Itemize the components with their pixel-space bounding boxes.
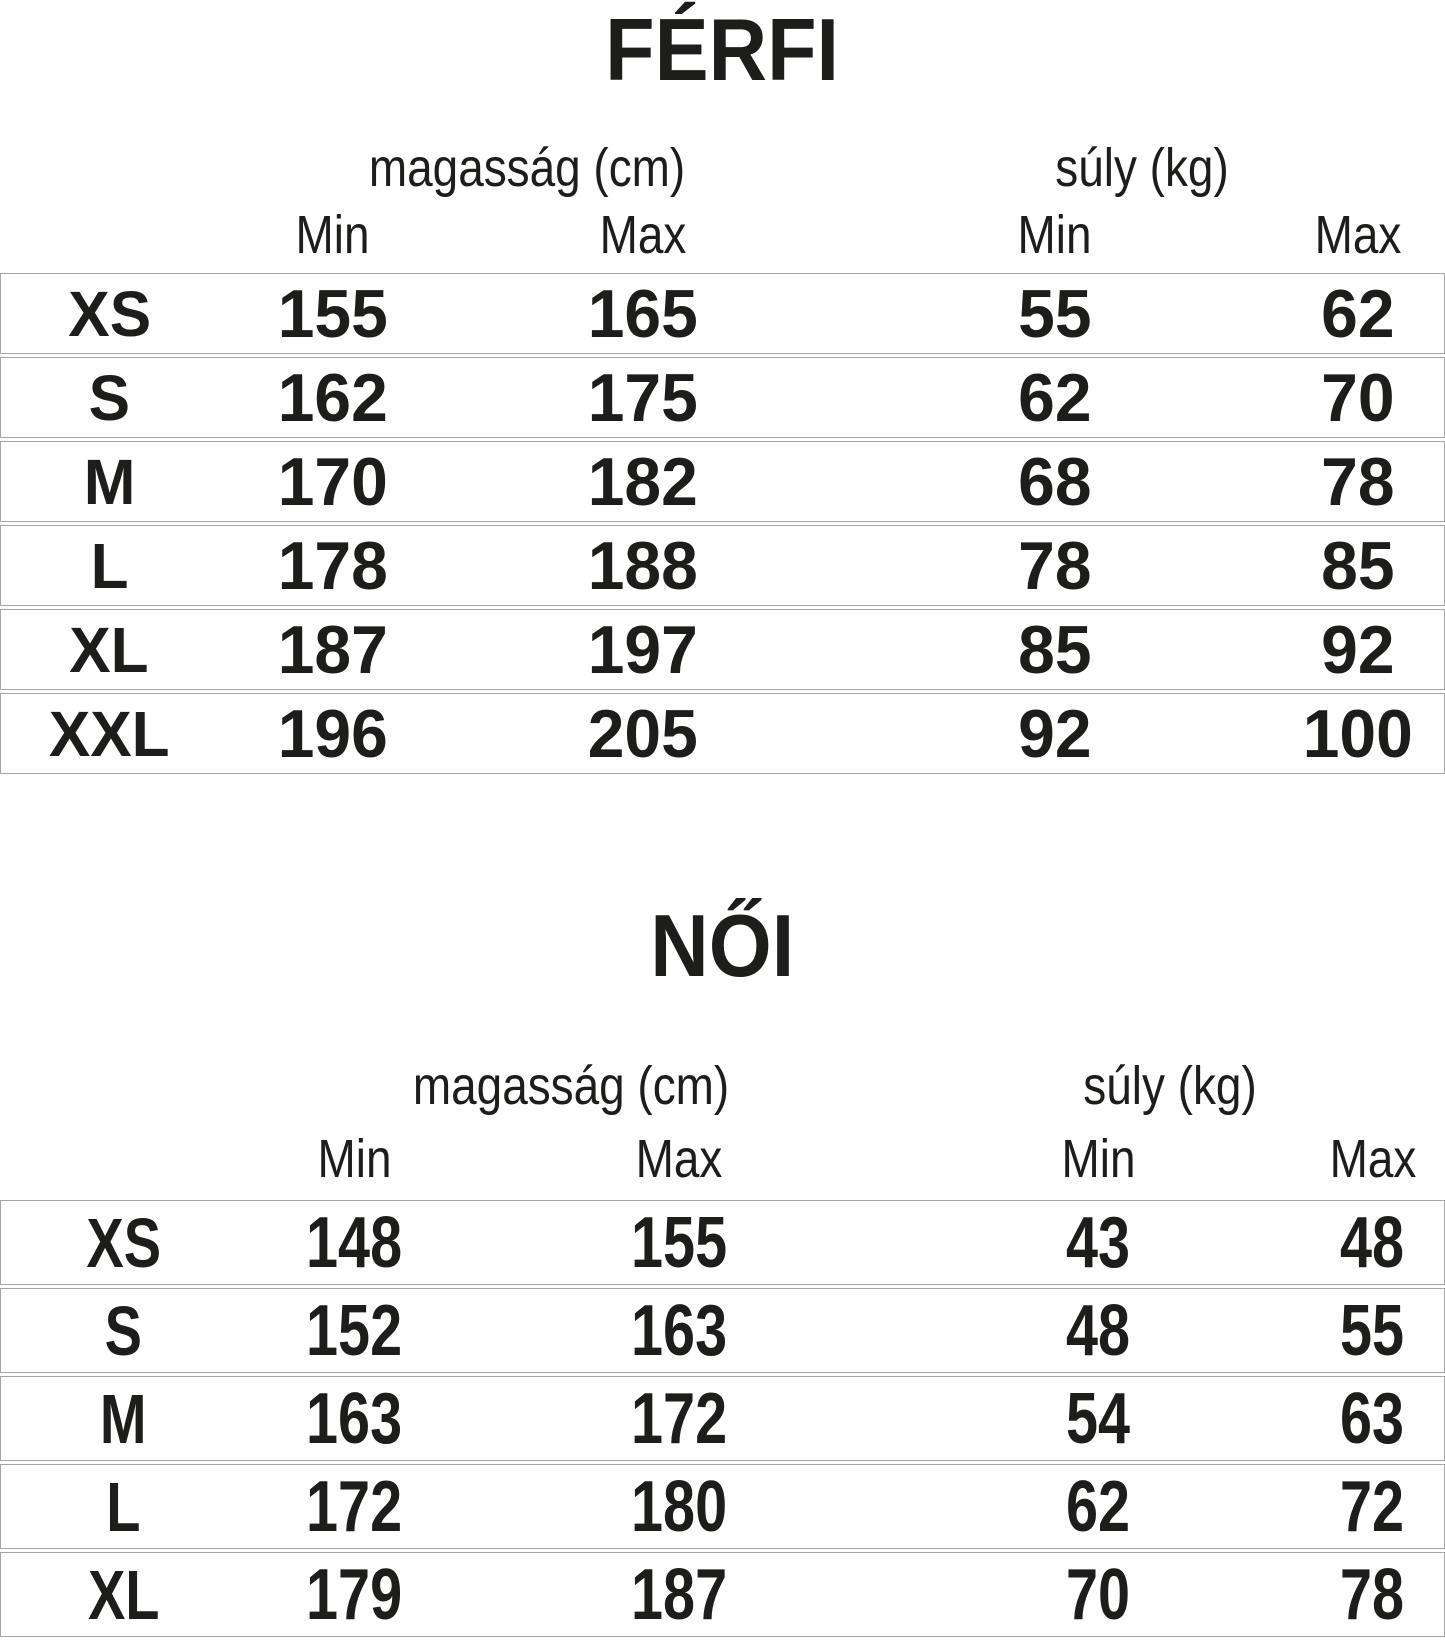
weight-min-value: 48	[1065, 1290, 1130, 1371]
men-column-group-header	[0, 138, 1445, 198]
weight-max-value: 78	[1320, 443, 1395, 520]
weight-max-value: 48	[1339, 1202, 1404, 1283]
size-label: XXL	[48, 697, 170, 770]
weight-max-value: 63	[1339, 1378, 1404, 1459]
table-row-men-xl	[0, 609, 1445, 690]
women-table-title-row	[0, 896, 1445, 995]
height-max-value: 182	[588, 443, 699, 520]
size-label: XL	[87, 1555, 160, 1634]
women-height-max-header: Max	[635, 1129, 723, 1189]
height-max-value: 188	[588, 527, 699, 604]
table-row-men-s	[0, 357, 1445, 438]
size-label: L	[90, 529, 129, 602]
height-max-value: 187	[631, 1554, 728, 1635]
weight-max-value: 55	[1339, 1290, 1404, 1371]
table-row-men-xs	[0, 273, 1445, 354]
men-weight-group-header: súly (kg)	[1054, 138, 1229, 198]
women-weight-max-header: Max	[1329, 1129, 1417, 1189]
weight-max-value: 78	[1339, 1554, 1404, 1635]
height-max-value: 205	[588, 695, 699, 772]
weight-min-value: 70	[1065, 1554, 1130, 1635]
women-weight-min-header: Min	[1061, 1129, 1136, 1189]
table-row-women-xs	[0, 1200, 1445, 1285]
height-min-value: 162	[277, 359, 388, 436]
weight-min-value: 68	[1017, 443, 1092, 520]
height-max-value: 172	[631, 1378, 728, 1459]
table-row-women-l	[0, 1464, 1445, 1549]
table-row-men-m	[0, 441, 1445, 522]
women-size-table	[0, 896, 1445, 1637]
height-min-value: 148	[306, 1202, 403, 1283]
size-label: M	[83, 445, 136, 518]
weight-min-value: 62	[1065, 1466, 1130, 1547]
weight-max-value: 85	[1320, 527, 1395, 604]
weight-min-value: 43	[1065, 1202, 1130, 1283]
size-label: S	[88, 361, 130, 434]
men-height-group-header: magasság (cm)	[369, 138, 686, 198]
size-label: XS	[67, 277, 151, 350]
weight-max-value: 100	[1302, 695, 1413, 772]
height-min-value: 163	[306, 1378, 403, 1459]
table-row-women-xl	[0, 1552, 1445, 1637]
height-min-value: 172	[306, 1466, 403, 1547]
size-label: XS	[86, 1203, 162, 1282]
height-min-value: 155	[277, 275, 388, 352]
men-subheader-row	[0, 206, 1445, 264]
size-label: S	[104, 1291, 143, 1370]
height-max-value: 180	[631, 1466, 728, 1547]
height-max-value: 163	[631, 1290, 728, 1371]
weight-min-value: 85	[1017, 611, 1092, 688]
men-table-title: FÉRFI	[605, 0, 840, 99]
height-max-value: 155	[631, 1202, 728, 1283]
women-table-title: NŐI	[650, 896, 795, 995]
size-label: XL	[69, 613, 149, 686]
height-min-value: 187	[277, 611, 388, 688]
women-subheader-row	[0, 1130, 1445, 1188]
weight-max-value: 72	[1339, 1466, 1404, 1547]
women-height-group-header: magasság (cm)	[412, 1056, 729, 1116]
table-row-men-l	[0, 525, 1445, 606]
height-max-value: 197	[588, 611, 699, 688]
height-min-value: 179	[306, 1554, 403, 1635]
women-height-min-header: Min	[317, 1129, 391, 1189]
men-height-min-header: Min	[295, 205, 370, 265]
women-weight-group-header: súly (kg)	[1083, 1056, 1258, 1116]
table-row-women-m	[0, 1376, 1445, 1461]
weight-min-value: 54	[1065, 1378, 1130, 1459]
size-label: M	[100, 1379, 147, 1458]
weight-min-value: 55	[1017, 275, 1092, 352]
height-min-value: 170	[277, 443, 388, 520]
men-height-max-header: Max	[599, 205, 687, 265]
weight-max-value: 70	[1320, 359, 1395, 436]
men-weight-max-header: Max	[1314, 205, 1402, 265]
men-size-table	[0, 0, 1445, 774]
height-min-value: 178	[277, 527, 388, 604]
size-label: L	[106, 1467, 141, 1546]
men-weight-min-header: Min	[1017, 205, 1092, 265]
weight-min-value: 78	[1017, 527, 1092, 604]
weight-max-value: 92	[1320, 611, 1395, 688]
men-table-title-row	[0, 0, 1445, 99]
height-max-value: 165	[588, 275, 699, 352]
table-row-men-xxl	[0, 693, 1445, 774]
weight-min-value: 62	[1017, 359, 1092, 436]
height-max-value: 175	[588, 359, 699, 436]
table-row-women-s	[0, 1288, 1445, 1373]
weight-max-value: 62	[1320, 275, 1395, 352]
women-column-group-header	[0, 1056, 1445, 1116]
weight-min-value: 92	[1017, 695, 1092, 772]
height-min-value: 152	[306, 1290, 403, 1371]
height-min-value: 196	[277, 695, 388, 772]
